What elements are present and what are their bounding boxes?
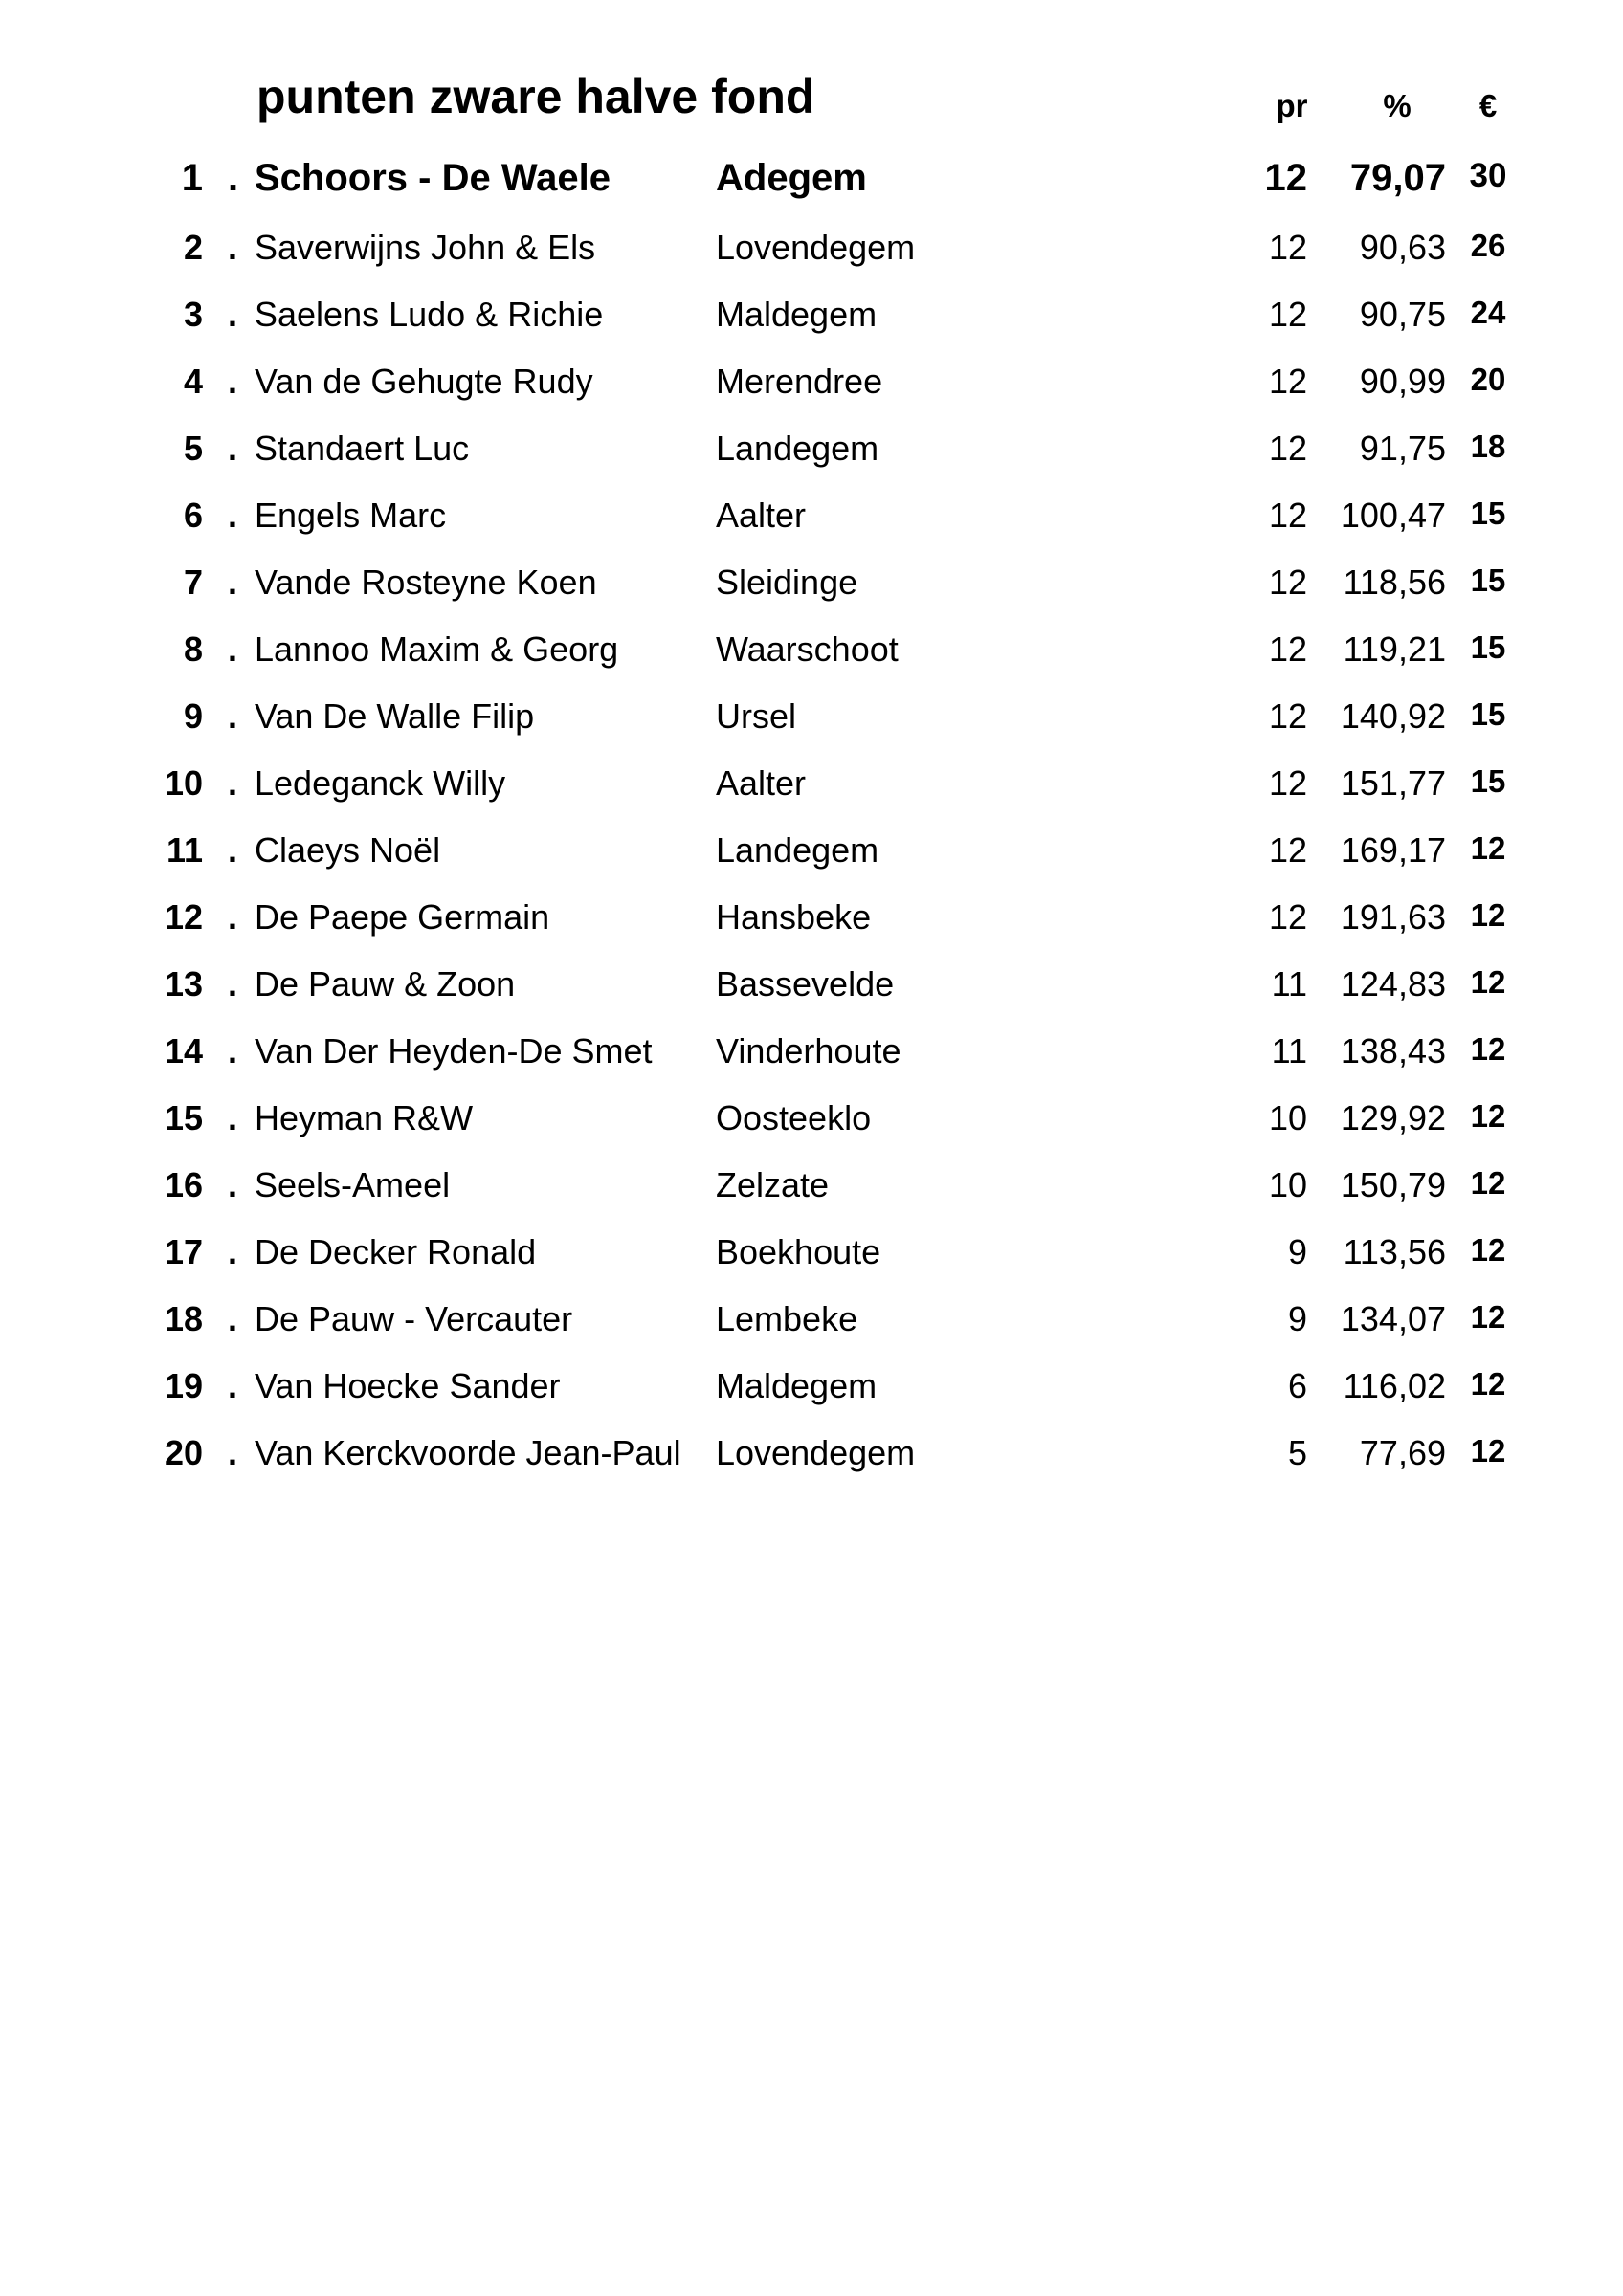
participant-name: Claeys Noël [255,830,441,870]
participant-city: Aalter [716,496,807,535]
participant-name: Van Kerckvoorde Jean-Paul [255,1433,681,1472]
rank-number: 5 [183,429,203,468]
participant-city: Maldegem [716,295,878,334]
participant-name: Lannoo Maxim & Georg [255,629,619,669]
prize-count: 9 [1287,1232,1307,1271]
rank-separator: . [228,429,238,468]
prize-count: 12 [1268,696,1307,736]
rank-number: 2 [183,228,203,267]
rank-number: 8 [183,629,203,669]
column-header-pr: pr [1276,88,1308,123]
participant-name: Vande Rosteyne Koen [255,563,597,602]
prize-count: 12 [1268,629,1307,669]
participant-name: Ledeganck Willy [255,763,506,803]
rank-number: 10 [164,763,203,803]
euro-amount: 12 [1470,1098,1506,1134]
ranking-row [0,1424,1623,1490]
prize-count: 12 [1268,362,1307,401]
prize-count: 12 [1268,295,1307,334]
euro-amount: 12 [1470,964,1506,1000]
percentage-value: 129,92 [1340,1098,1446,1137]
participant-name: De Pauw & Zoon [255,964,516,1004]
rank-separator: . [228,964,238,1004]
rank-separator: . [228,362,238,401]
ranking-row [0,888,1623,955]
percentage-value: 100,47 [1340,496,1446,535]
participant-name: Van de Gehugte Rudy [255,362,593,401]
euro-amount: 18 [1470,429,1506,464]
ranking-list [0,147,1623,1490]
euro-amount: 15 [1470,629,1506,665]
euro-amount: 15 [1470,496,1506,531]
participant-city: Lovendegem [716,228,916,267]
column-header-percent: % [1383,88,1412,123]
participant-city: Lembeke [716,1299,858,1338]
ranking-row [0,1156,1623,1223]
ranking-row [0,687,1623,754]
euro-amount: 12 [1470,1366,1506,1402]
participant-name: Heyman R&W [255,1098,474,1137]
rank-separator: . [228,696,238,736]
ranking-row [0,620,1623,687]
ranking-row [0,352,1623,419]
percentage-value: 134,07 [1340,1299,1446,1338]
participant-city: Vinderhoute [716,1031,901,1071]
rank-number: 7 [183,563,203,602]
percentage-value: 90,63 [1359,228,1446,267]
rank-number: 18 [164,1299,203,1338]
euro-amount: 15 [1470,696,1506,732]
euro-amount: 15 [1470,763,1506,799]
participant-city: Zelzate [716,1165,830,1204]
participant-city: Lovendegem [716,1433,916,1472]
rank-number: 3 [183,295,203,334]
euro-amount: 24 [1470,295,1506,330]
percentage-value: 90,75 [1359,295,1446,334]
ranking-row [0,553,1623,620]
percentage-value: 151,77 [1340,763,1446,803]
participant-name: Van Der Heyden-De Smet [255,1031,653,1071]
participant-city: Boekhoute [716,1232,881,1271]
euro-amount: 12 [1470,1299,1506,1335]
column-header-euro: € [1478,88,1498,123]
rank-separator: . [228,629,238,669]
percentage-value: 77,69 [1359,1433,1446,1472]
rank-number: 6 [183,496,203,535]
rank-separator: . [228,1165,238,1204]
euro-amount: 20 [1470,362,1506,397]
prize-count: 11 [1271,964,1307,1004]
prize-count: 12 [1268,897,1307,937]
percentage-value: 79,07 [1349,157,1446,199]
ranking-row [0,1022,1623,1089]
participant-city: Adegem [716,157,867,199]
ranking-row [0,1357,1623,1424]
participant-name: Saverwijns John & Els [255,228,596,267]
ranking-row [0,955,1623,1022]
participant-name: Standaert Luc [255,429,470,468]
euro-amount: 12 [1470,1031,1506,1067]
euro-amount: 12 [1470,1232,1506,1268]
document-title: punten zware halve fond [256,70,815,123]
percentage-value: 191,63 [1340,897,1446,937]
rank-separator: . [228,1366,238,1405]
participant-name: Schoors - De Waele [255,157,611,199]
euro-amount: 12 [1470,897,1506,933]
rank-number: 12 [164,897,203,937]
rank-number: 16 [164,1165,203,1204]
ranking-row [0,1223,1623,1290]
prize-count: 12 [1268,830,1307,870]
euro-amount: 12 [1470,1165,1506,1201]
ranking-row [0,285,1623,352]
rank-number: 4 [183,362,203,401]
participant-city: Oosteeklo [716,1098,872,1137]
rank-separator: . [228,763,238,803]
prize-count: 12 [1268,228,1307,267]
percentage-value: 150,79 [1340,1165,1446,1204]
ranking-row [0,1089,1623,1156]
participant-city: Aalter [716,763,807,803]
rank-separator: . [228,1433,238,1472]
participant-city: Bassevelde [716,964,895,1004]
ranking-row [0,147,1623,218]
prize-count: 10 [1268,1165,1307,1204]
percentage-value: 116,02 [1343,1366,1446,1405]
euro-amount: 12 [1470,1433,1506,1468]
prize-count: 12 [1268,429,1307,468]
prize-count: 12 [1268,763,1307,803]
prize-count: 12 [1268,496,1307,535]
ranking-row [0,486,1623,553]
rank-separator: . [228,1299,238,1338]
participant-name: Seels-Ameel [255,1165,451,1204]
rank-separator: . [228,496,238,535]
rank-separator: . [228,295,238,334]
euro-amount: 26 [1470,228,1506,263]
rank-number: 17 [164,1232,203,1271]
percentage-value: 90,99 [1359,362,1446,401]
percentage-value: 118,56 [1343,563,1446,602]
prize-count: 9 [1287,1299,1307,1338]
participant-name: De Decker Ronald [255,1232,537,1271]
rank-number: 11 [166,830,203,870]
prize-count: 12 [1264,157,1307,199]
ranking-row [0,419,1623,486]
participant-name: Saelens Ludo & Richie [255,295,604,334]
rank-number: 9 [183,696,203,736]
prize-count: 5 [1287,1433,1307,1472]
euro-amount: 30 [1469,157,1507,194]
rank-number: 19 [164,1366,203,1405]
participant-name: De Pauw - Vercauter [255,1299,573,1338]
ranking-row [0,754,1623,821]
percentage-value: 138,43 [1340,1031,1446,1071]
participant-city: Sleidinge [716,563,858,602]
ranking-row [0,1290,1623,1357]
prize-count: 11 [1271,1031,1307,1071]
percentage-value: 119,21 [1343,629,1446,669]
rank-separator: . [228,228,238,267]
percentage-value: 169,17 [1340,830,1446,870]
rank-separator: . [228,563,238,602]
participant-city: Landegem [716,429,879,468]
participant-name: Van Hoecke Sander [255,1366,561,1405]
participant-name: Engels Marc [255,496,447,535]
rank-separator: . [228,830,238,870]
participant-city: Waarschoot [716,629,899,669]
participant-city: Hansbeke [716,897,872,937]
rank-separator: . [228,1232,238,1271]
rank-separator: . [228,157,239,199]
participant-city: Landegem [716,830,879,870]
rank-number: 14 [164,1031,203,1071]
rank-number: 13 [164,964,203,1004]
rank-number: 1 [181,157,203,199]
rank-number: 20 [164,1433,203,1472]
prize-count: 12 [1268,563,1307,602]
participant-city: Maldegem [716,1366,878,1405]
prize-count: 10 [1268,1098,1307,1137]
prize-count: 6 [1287,1366,1307,1405]
percentage-value: 124,83 [1340,964,1446,1004]
participant-name: Van De Walle Filip [255,696,535,736]
percentage-value: 113,56 [1343,1232,1446,1271]
rank-number: 15 [164,1098,203,1137]
ranking-row [0,218,1623,285]
euro-amount: 15 [1470,563,1506,598]
participant-city: Ursel [716,696,797,736]
participant-city: Merendree [716,362,883,401]
euro-amount: 12 [1470,830,1506,866]
percentage-value: 140,92 [1340,696,1446,736]
participant-name: De Paepe Germain [255,897,550,937]
rank-separator: . [228,897,238,937]
percentage-value: 91,75 [1359,429,1446,468]
rank-separator: . [228,1031,238,1071]
rank-separator: . [228,1098,238,1137]
ranking-row [0,821,1623,888]
